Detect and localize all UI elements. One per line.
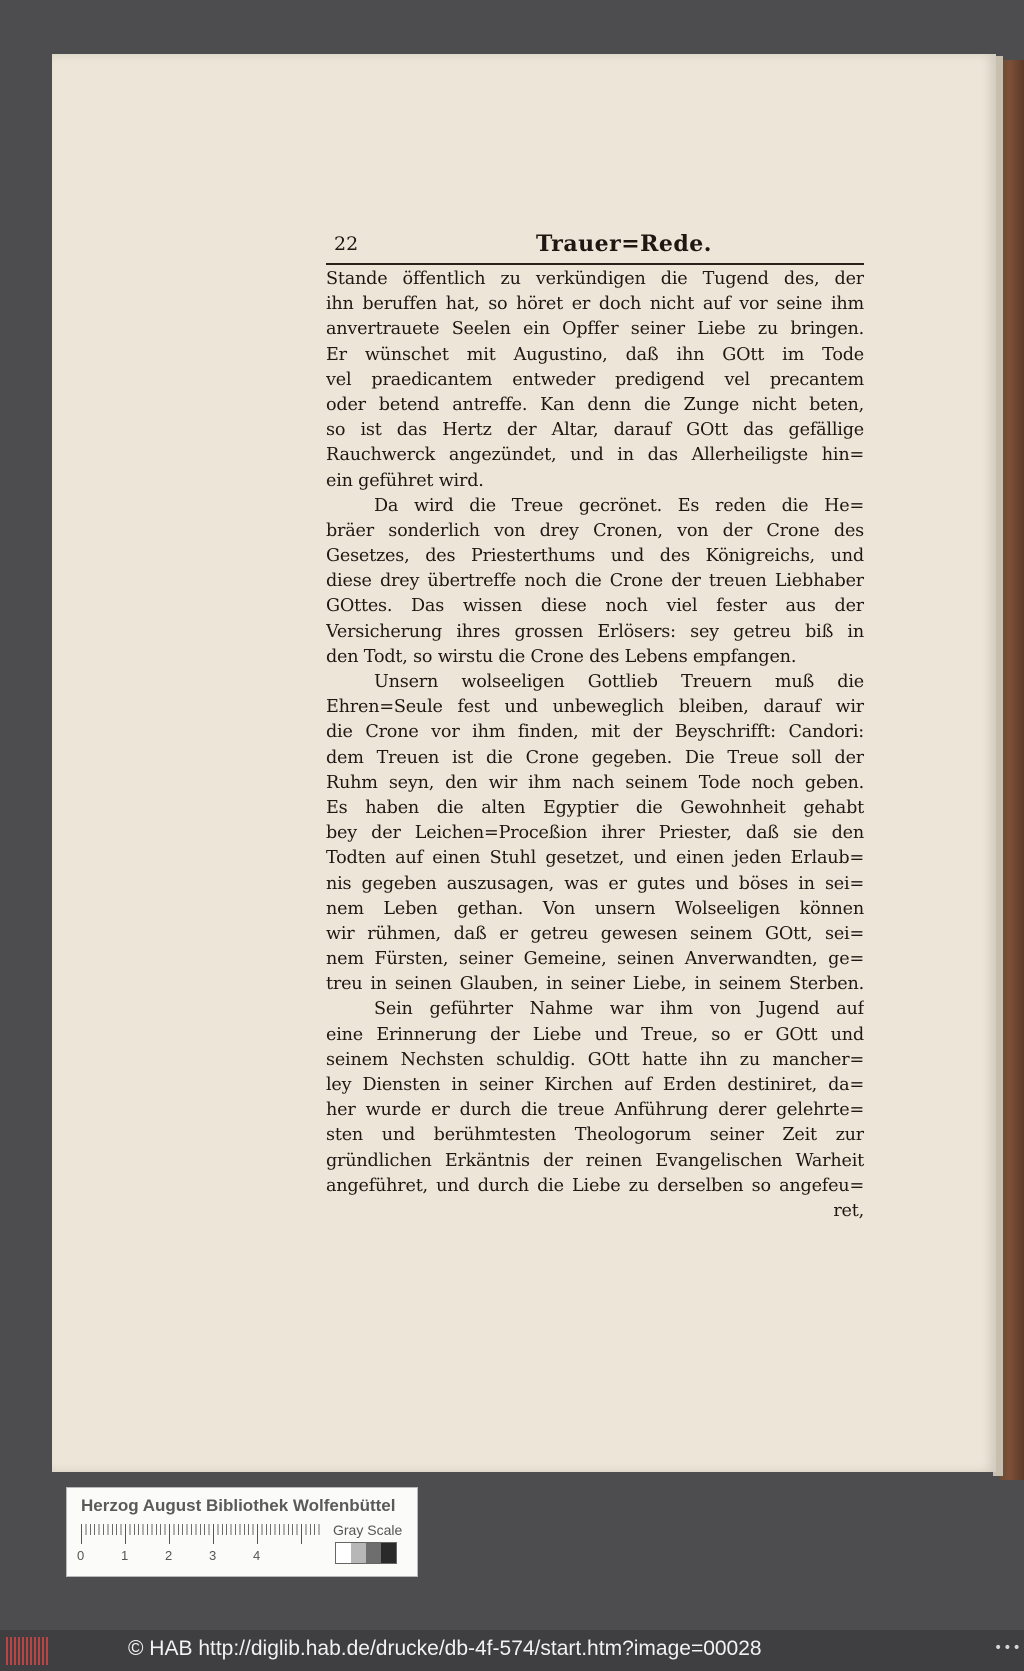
text-line: Rauchwerck angezündet, und in das Allerheiligste hin= [326,445,864,466]
ruler-number: 3 [209,1548,217,1563]
page-header [326,233,864,265]
text-line: nem Leben gethan. Von unsern Wolseeligen können [326,898,864,919]
text-line: GOttes. Das wissen diese noch viel fester aus der [326,596,864,617]
ruler-number: 2 [165,1548,173,1563]
text-line: oder betend antreffe. Kan denn die Zunge nicht beten, [326,394,864,415]
ruler-number: 4 [253,1548,261,1563]
text-line: eine Erinnerung der Liebe und Treue, so er GOtt und [326,1024,864,1045]
text-line: nis gegeben auszusagen, was er gutes und böses in sei= [326,873,864,894]
grayscale-swatch [351,1543,366,1563]
text-line: bräer sonderlich von drey Cronen, von der Crone des [326,520,864,541]
text-line: ret, [833,1200,864,1221]
grayscale-swatch [366,1543,381,1563]
library-name: Herzog August Bibliothek Wolfenbüttel [81,1496,396,1515]
ruler-number: 1 [121,1548,129,1563]
text-line: die Crone vor ihm finden, mit der Beyschrifft: Candori: [326,722,864,743]
page-text-block [326,233,864,1223]
text-line: Ehren=Seule fest und unbeweglich bleiben, darauf wir [326,697,864,718]
text-line: Todten auf einen Stuhl gesetzet, und einen jeden Erlaub= [326,848,864,869]
text-line: Es haben die alten Egyptier die Gewohnheit gehabt [326,797,864,818]
text-line: seinem Nechsten schuldig. GOtt hatte ihn zu mancher= [326,1049,864,1070]
text-line: Er wünschet mit Augustino, daß ihn GOtt im Tode [326,344,864,365]
text-line: Sein geführter Nahme war ihm von Jugend auf [374,999,864,1020]
text-line: dem Treuen ist die Crone gegeben. Die Treue soll der [326,747,864,768]
text-line: Versicherung ihres grossen Erlösers: sey getreu biß in [326,621,864,642]
copyright-text: © HAB http://diglib.hab.de/drucke/db-4f-574/start.htm?image=00028 [128,1637,762,1660]
text-line: Stande öffentlich zu verkündigen die Tugend des, der [326,269,864,289]
barcode-logo-icon [6,1637,48,1665]
ruler-number: 0 [77,1548,85,1563]
text-line: anvertrauete Seelen ein Opffer seiner Liebe zu bringen. [326,319,864,340]
text-line: sten und berühmtesten Theologorum seiner Zeit zur [326,1125,864,1146]
text-line: wir rühmen, daß er getreu gewesen seinem GOtt, sei= [326,923,864,944]
text-line: vel praedicantem entweder predigend vel precantem [326,369,864,390]
grayscale-swatch [336,1543,351,1563]
library-label [66,1487,418,1577]
text-line: Gesetzes, des Priesterthums und des Königreichs, und [326,546,864,567]
text-line: ein geführet wird. [326,470,484,491]
text-lines [326,267,864,1224]
page-number: 22 [334,233,359,255]
text-line: angeführet, und durch die Liebe zu derselben so angefeu= [326,1175,864,1196]
text-line: her wurde er durch die treue Anführung derer gelehrte= [326,1100,864,1121]
grayscale-swatch [381,1543,396,1563]
text-line: ley Diensten in seiner Kirchen auf Erden destiniret, da= [326,1075,864,1095]
more-dots-icon[interactable]: ••• [994,1640,1022,1656]
text-line: Unsern wolseeligen Gottlieb Treuern muß die [374,672,864,692]
text-line: bey der Leichen=Proceßion ihrer Priester, daß sie den [326,823,864,844]
text-line: Da wird die Treue gecrönet. Es reden die He= [374,495,864,516]
text-line: gründlichen Erkäntnis der reinen Evangelischen Warheit [326,1150,864,1171]
running-head: Trauer=Rede. [536,231,712,257]
text-line: diese drey übertreffe noch die Crone der treuen Liebhaber [326,571,864,592]
text-line: nem Fürsten, seiner Gemeine, seinen Anverwandten, ge= [326,949,864,970]
grayscale-strip [335,1542,397,1564]
text-line: den Todt, so wirstu die Crone des Lebens empfangen. [326,646,797,667]
scale-ruler [81,1524,321,1544]
book-edge [1000,60,1024,1480]
text-line: treu in seinen Glauben, in seiner Liebe, in seinem Sterben. [326,974,864,995]
text-line: ihn beruffen hat, so höret er doch nicht auf vor seine ihm [326,294,864,315]
text-line: so ist das Hertz der Altar, darauf GOtt das gefällige [326,420,864,441]
grayscale-label: Gray Scale [333,1522,403,1538]
ruler-major-ticks [81,1524,321,1544]
text-line: Ruhm seyn, den wir ihm nach seinem Tode noch geben. [326,772,864,793]
